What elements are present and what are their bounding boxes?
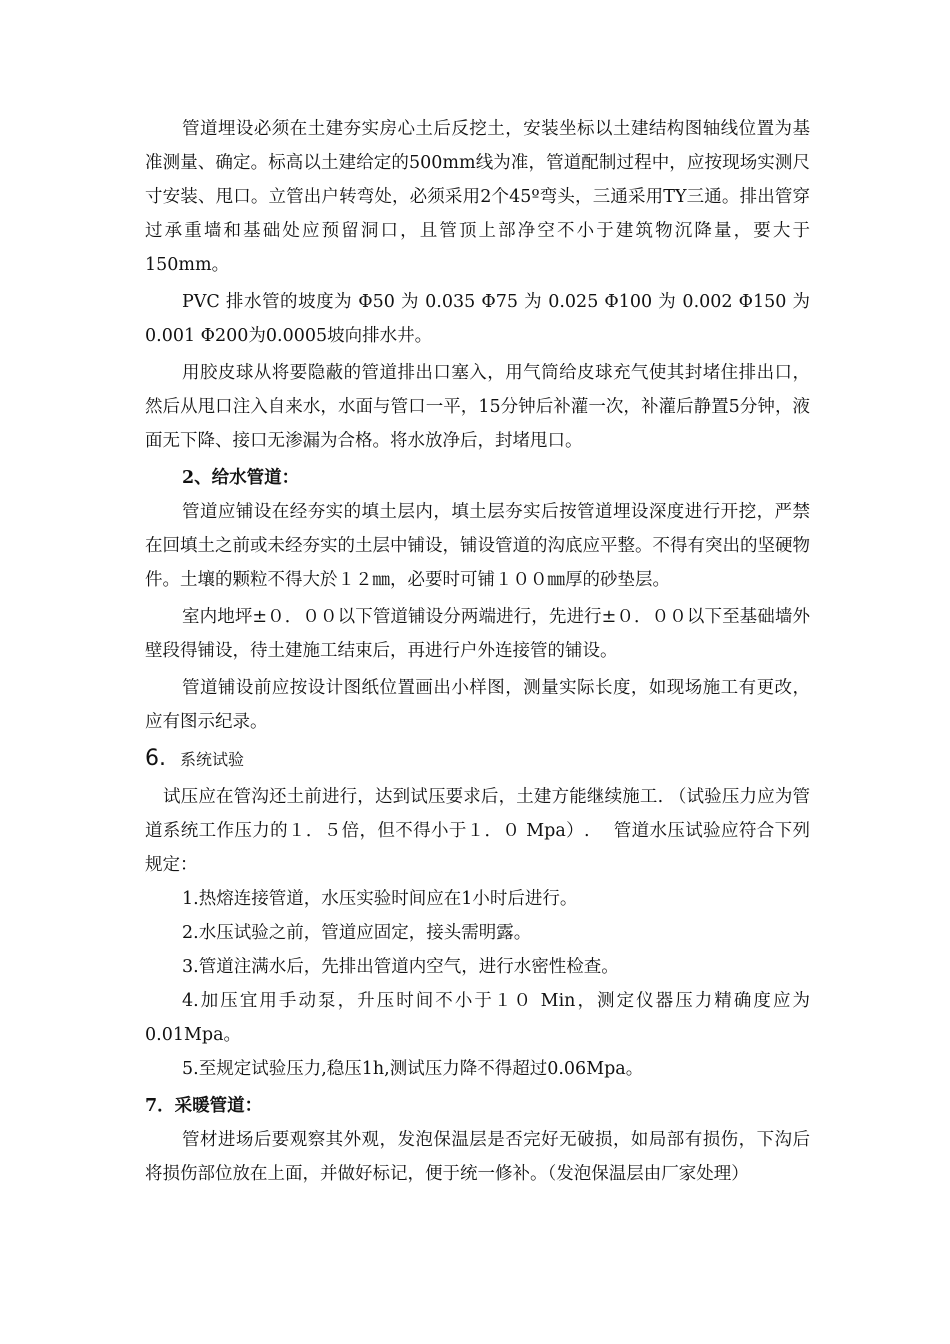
list-item: 3.管道注满水后，先排出管道内空气，进行水密性检查。	[182, 957, 619, 977]
list-item: 5.至规定试验压力,稳压1h,测试压力降不得超过0.06Mpa。	[182, 1059, 644, 1079]
section-number: 6.	[145, 746, 166, 771]
paragraph-water-supply-laying: 管道应铺设在经夯实的填土层内，填土层夯实后按管道埋设深度进行开挖，严禁在回填土之前或未经夯实的土层中铺设，铺设管道的沟底应平整。不得有突出的坚硬物件。土壤的颗粒不得大於１２㎜，必要时可铺１００㎜厚的砂垫层。	[145, 502, 810, 590]
heading-water-supply: 2、给水管道：	[182, 468, 300, 488]
paragraph-drain-slope: PVC 排水管的坡度为 Φ50 为 0.035 Φ75 为 0.025 Φ100 为 0.002 Φ150 为 0.001 Φ200为0.0005坡向排水井。	[145, 292, 810, 346]
section-label: 系统试验	[180, 750, 245, 769]
list-item: 2.水压试验之前，管道应固定，接头需明露。	[182, 923, 532, 943]
paragraph-heating: 管材进场后要观察其外观，发泡保温层是否完好无破损，如局部有损伤，下沟后将损伤部位放在上面，并做好标记，便于统一修补。（发泡保温层由厂家处理）	[145, 1130, 810, 1184]
heading-system-test	[145, 739, 810, 780]
paragraph-water-supply-sketch: 管道铺设前应按设计图纸位置画出小样图，测量实际长度，如现场施工有更改，应有图示纪录。	[145, 678, 810, 732]
paragraph-drain-burial: 管道埋设必须在土建夯实房心土后反挖土，安装坐标以土建结构图轴线位置为基准测量、确定。标高以土建给定的500mm线为准，管道配制过程中，应按现场实测尺寸安装、甩口。立管出户转弯处，必须采用2个45º弯头，三通采用TY三通。排出管穿过承重墙和基础处应预留洞口，且管顶上部净空不小于建筑物沉降量，要大于150mm。	[145, 119, 810, 275]
list-item: 1.热熔连接管道，水压实验时间应在1小时后进行。	[182, 889, 578, 909]
paragraph-water-supply-floor: 室内地坪±０．００以下管道铺设分两端进行，先进行±０．００以下至基础墙外壁段得铺设，待土建施工结束后，再进行户外连接管的铺设。	[145, 607, 810, 661]
paragraph-drain-water-test: 用胶皮球从将要隐蔽的管道排出口塞入，用气筒给皮球充气使其封堵住排出口，然后从甩口注入自来水，水面与管口一平，15分钟后补灌一次，补灌后静置5分钟，液面无下降、接口无渗漏为合格。将水放净后，封堵甩口。	[145, 363, 810, 451]
paragraph-system-test-intro: 试压应在管沟还土前进行，达到试压要求后，土建方能继续施工. （试验压力应为管道系统工作压力的１．５倍，但不得小于１．０ Mpa）. 管道水压试验应符合下列规定：	[145, 787, 810, 875]
list-item: 4.加压宜用手动泵，升压时间不小于１０ Min，测定仪器压力精确度应为0.01Mpa。	[145, 991, 810, 1045]
heading-heating: 7．采暖管道：	[145, 1096, 263, 1116]
document-body	[145, 112, 810, 1191]
